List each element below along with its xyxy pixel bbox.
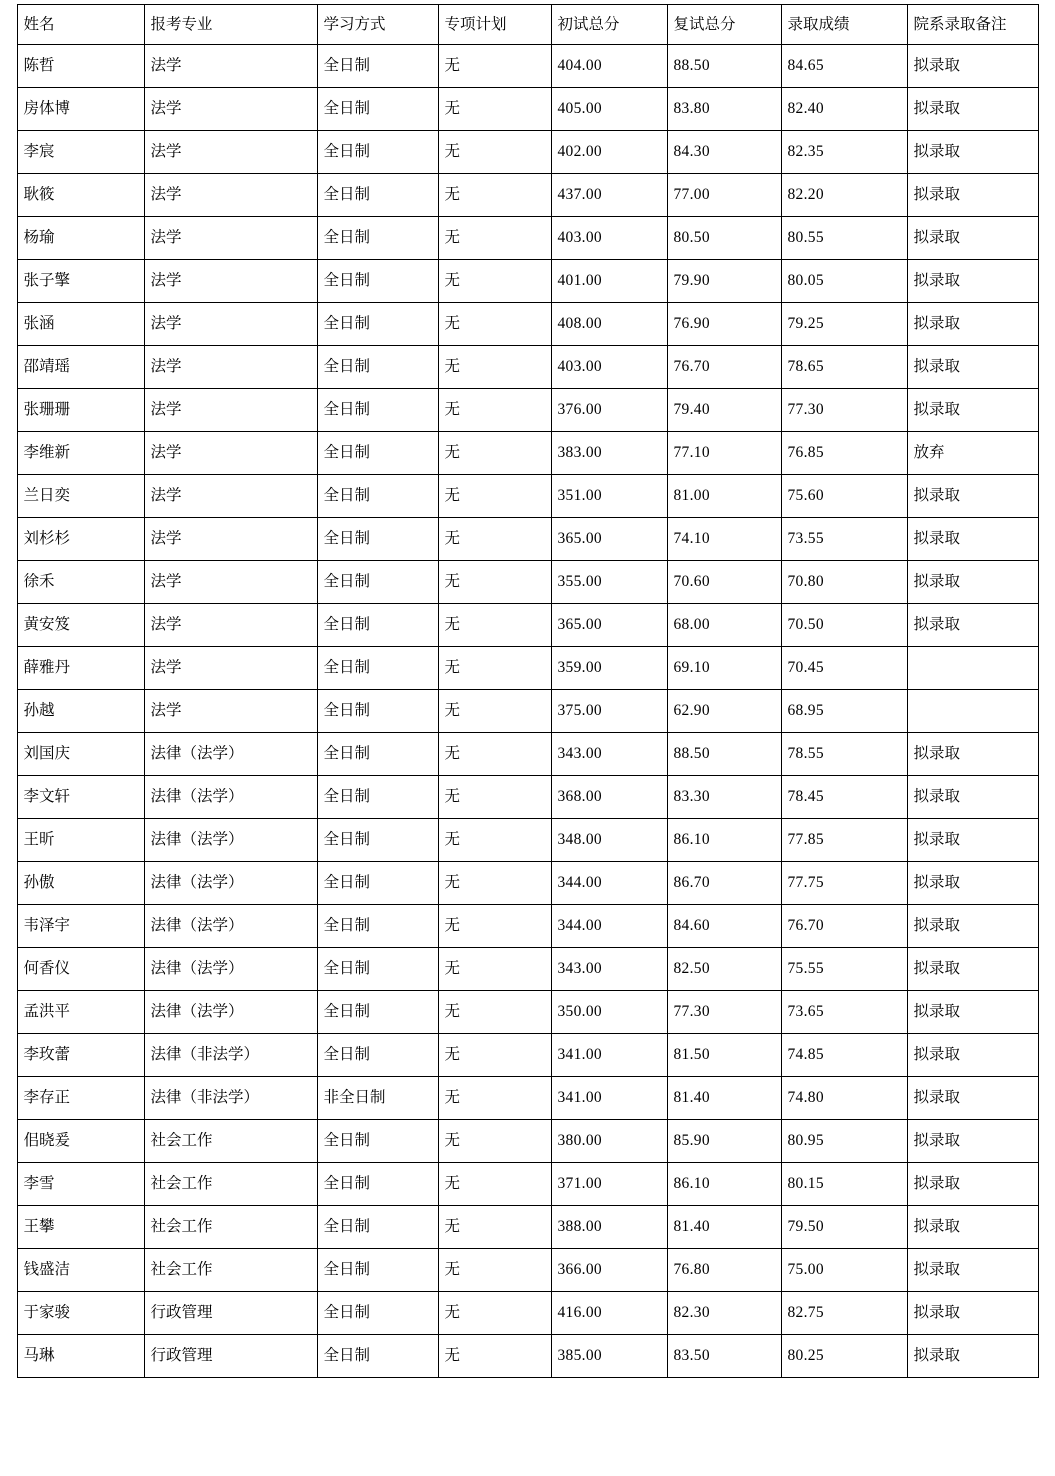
cell-remark: 拟录取 (907, 1335, 1038, 1378)
cell-name: 陈哲 (17, 45, 144, 88)
column-header-first-score: 初试总分 (551, 5, 667, 45)
cell-special-plan: 无 (438, 346, 551, 389)
table-row (17, 561, 1038, 604)
cell-special-plan: 无 (438, 561, 551, 604)
cell-major: 法律（法学） (144, 733, 317, 776)
cell-special-plan: 无 (438, 991, 551, 1034)
cell-final-score: 77.30 (781, 389, 907, 432)
cell-second-score: 74.10 (667, 518, 781, 561)
cell-second-score: 82.30 (667, 1292, 781, 1335)
cell-name: 刘国庆 (17, 733, 144, 776)
cell-remark: 拟录取 (907, 260, 1038, 303)
cell-major: 法学 (144, 45, 317, 88)
cell-second-score: 69.10 (667, 647, 781, 690)
table-row (17, 905, 1038, 948)
cell-remark: 拟录取 (907, 733, 1038, 776)
table-row (17, 174, 1038, 217)
table-row (17, 346, 1038, 389)
cell-study-mode: 全日制 (317, 776, 438, 819)
cell-major: 法学 (144, 260, 317, 303)
cell-name: 马琳 (17, 1335, 144, 1378)
cell-name: 张子擎 (17, 260, 144, 303)
cell-second-score: 77.10 (667, 432, 781, 475)
cell-special-plan: 无 (438, 131, 551, 174)
cell-remark: 拟录取 (907, 561, 1038, 604)
cell-study-mode: 全日制 (317, 948, 438, 991)
cell-final-score: 84.65 (781, 45, 907, 88)
table-row (17, 518, 1038, 561)
cell-first-score: 344.00 (551, 905, 667, 948)
cell-first-score: 375.00 (551, 690, 667, 733)
cell-study-mode: 全日制 (317, 561, 438, 604)
cell-major: 法学 (144, 690, 317, 733)
cell-name: 何香仪 (17, 948, 144, 991)
cell-first-score: 365.00 (551, 518, 667, 561)
cell-final-score: 70.45 (781, 647, 907, 690)
cell-first-score: 408.00 (551, 303, 667, 346)
table-row (17, 432, 1038, 475)
cell-first-score: 366.00 (551, 1249, 667, 1292)
cell-special-plan: 无 (438, 776, 551, 819)
cell-remark: 拟录取 (907, 1077, 1038, 1120)
cell-final-score: 73.55 (781, 518, 907, 561)
cell-first-score: 365.00 (551, 604, 667, 647)
cell-study-mode: 全日制 (317, 1034, 438, 1077)
cell-first-score: 341.00 (551, 1077, 667, 1120)
cell-second-score: 77.30 (667, 991, 781, 1034)
cell-study-mode: 全日制 (317, 518, 438, 561)
cell-final-score: 70.50 (781, 604, 907, 647)
cell-second-score: 76.70 (667, 346, 781, 389)
cell-first-score: 344.00 (551, 862, 667, 905)
cell-remark: 拟录取 (907, 1120, 1038, 1163)
cell-study-mode: 全日制 (317, 604, 438, 647)
cell-major: 法律（法学） (144, 819, 317, 862)
cell-remark: 拟录取 (907, 346, 1038, 389)
cell-special-plan: 无 (438, 518, 551, 561)
cell-special-plan: 无 (438, 733, 551, 776)
cell-first-score: 402.00 (551, 131, 667, 174)
cell-final-score: 75.60 (781, 475, 907, 518)
cell-second-score: 83.30 (667, 776, 781, 819)
cell-special-plan: 无 (438, 604, 551, 647)
cell-final-score: 82.75 (781, 1292, 907, 1335)
cell-second-score: 77.00 (667, 174, 781, 217)
column-header-name: 姓名 (17, 5, 144, 45)
cell-second-score: 84.60 (667, 905, 781, 948)
cell-study-mode: 全日制 (317, 303, 438, 346)
cell-first-score: 343.00 (551, 733, 667, 776)
cell-first-score: 376.00 (551, 389, 667, 432)
cell-special-plan: 无 (438, 217, 551, 260)
table-row (17, 1034, 1038, 1077)
cell-study-mode: 全日制 (317, 217, 438, 260)
table-row (17, 991, 1038, 1034)
cell-final-score: 78.55 (781, 733, 907, 776)
cell-name: 张涵 (17, 303, 144, 346)
cell-remark: 拟录取 (907, 518, 1038, 561)
cell-second-score: 85.90 (667, 1120, 781, 1163)
cell-name: 李宸 (17, 131, 144, 174)
column-header-special-plan: 专项计划 (438, 5, 551, 45)
cell-final-score: 79.25 (781, 303, 907, 346)
cell-study-mode: 全日制 (317, 432, 438, 475)
cell-first-score: 341.00 (551, 1034, 667, 1077)
cell-study-mode: 全日制 (317, 131, 438, 174)
cell-final-score: 74.80 (781, 1077, 907, 1120)
cell-major: 社会工作 (144, 1120, 317, 1163)
cell-remark: 拟录取 (907, 45, 1038, 88)
cell-final-score: 70.80 (781, 561, 907, 604)
cell-remark: 拟录取 (907, 776, 1038, 819)
cell-first-score: 348.00 (551, 819, 667, 862)
cell-name: 李存正 (17, 1077, 144, 1120)
cell-second-score: 79.40 (667, 389, 781, 432)
cell-major: 法律（法学） (144, 948, 317, 991)
cell-special-plan: 无 (438, 862, 551, 905)
cell-first-score: 401.00 (551, 260, 667, 303)
cell-final-score: 68.95 (781, 690, 907, 733)
cell-second-score: 81.50 (667, 1034, 781, 1077)
cell-second-score: 81.00 (667, 475, 781, 518)
cell-major: 法学 (144, 432, 317, 475)
cell-major: 法学 (144, 131, 317, 174)
table-row (17, 260, 1038, 303)
cell-name: 王昕 (17, 819, 144, 862)
cell-final-score: 82.35 (781, 131, 907, 174)
cell-study-mode: 全日制 (317, 819, 438, 862)
table-row (17, 819, 1038, 862)
cell-final-score: 74.85 (781, 1034, 907, 1077)
cell-second-score: 86.10 (667, 1163, 781, 1206)
cell-major: 法学 (144, 389, 317, 432)
cell-major: 法律（非法学） (144, 1034, 317, 1077)
cell-remark: 拟录取 (907, 217, 1038, 260)
table-header (17, 5, 1038, 45)
cell-name: 兰日奕 (17, 475, 144, 518)
cell-name: 孙傲 (17, 862, 144, 905)
cell-second-score: 76.80 (667, 1249, 781, 1292)
cell-name: 黄安笈 (17, 604, 144, 647)
table-row (17, 776, 1038, 819)
cell-second-score: 83.80 (667, 88, 781, 131)
cell-remark: 拟录取 (907, 1206, 1038, 1249)
table-row (17, 948, 1038, 991)
cell-special-plan: 无 (438, 1292, 551, 1335)
cell-name: 耿筱 (17, 174, 144, 217)
cell-second-score: 79.90 (667, 260, 781, 303)
cell-remark: 拟录取 (907, 905, 1038, 948)
table-row (17, 475, 1038, 518)
cell-major: 法律（法学） (144, 905, 317, 948)
cell-second-score: 84.30 (667, 131, 781, 174)
table-row (17, 1335, 1038, 1378)
cell-major: 法学 (144, 88, 317, 131)
cell-study-mode: 全日制 (317, 1120, 438, 1163)
cell-first-score: 371.00 (551, 1163, 667, 1206)
cell-special-plan: 无 (438, 1163, 551, 1206)
cell-special-plan: 无 (438, 948, 551, 991)
cell-special-plan: 无 (438, 1034, 551, 1077)
cell-study-mode: 全日制 (317, 389, 438, 432)
column-header-study-mode: 学习方式 (317, 5, 438, 45)
cell-final-score: 79.50 (781, 1206, 907, 1249)
cell-major: 法学 (144, 475, 317, 518)
cell-second-score: 81.40 (667, 1206, 781, 1249)
cell-second-score: 81.40 (667, 1077, 781, 1120)
cell-name: 李雪 (17, 1163, 144, 1206)
cell-first-score: 403.00 (551, 217, 667, 260)
cell-final-score: 80.15 (781, 1163, 907, 1206)
cell-study-mode: 全日制 (317, 905, 438, 948)
cell-special-plan: 无 (438, 1120, 551, 1163)
cell-major: 法学 (144, 647, 317, 690)
cell-name: 王攀 (17, 1206, 144, 1249)
cell-final-score: 82.20 (781, 174, 907, 217)
cell-second-score: 80.50 (667, 217, 781, 260)
cell-first-score: 343.00 (551, 948, 667, 991)
cell-special-plan: 无 (438, 1077, 551, 1120)
cell-study-mode: 全日制 (317, 647, 438, 690)
cell-remark: 拟录取 (907, 1163, 1038, 1206)
column-header-major: 报考专业 (144, 5, 317, 45)
table-row (17, 647, 1038, 690)
cell-final-score: 73.65 (781, 991, 907, 1034)
cell-name: 李维新 (17, 432, 144, 475)
cell-final-score: 80.05 (781, 260, 907, 303)
cell-special-plan: 无 (438, 88, 551, 131)
cell-major: 社会工作 (144, 1206, 317, 1249)
cell-second-score: 76.90 (667, 303, 781, 346)
cell-second-score: 68.00 (667, 604, 781, 647)
cell-study-mode: 全日制 (317, 475, 438, 518)
table-row (17, 690, 1038, 733)
cell-final-score: 80.25 (781, 1335, 907, 1378)
cell-study-mode: 全日制 (317, 1249, 438, 1292)
table-row (17, 862, 1038, 905)
cell-remark: 拟录取 (907, 389, 1038, 432)
cell-final-score: 78.65 (781, 346, 907, 389)
cell-special-plan: 无 (438, 905, 551, 948)
table-row (17, 303, 1038, 346)
cell-special-plan: 无 (438, 174, 551, 217)
cell-remark: 拟录取 (907, 1249, 1038, 1292)
cell-major: 法学 (144, 217, 317, 260)
table-row (17, 1077, 1038, 1120)
cell-name: 邵靖瑶 (17, 346, 144, 389)
cell-second-score: 86.70 (667, 862, 781, 905)
cell-second-score: 88.50 (667, 733, 781, 776)
cell-remark: 拟录取 (907, 819, 1038, 862)
table-row (17, 389, 1038, 432)
cell-major: 社会工作 (144, 1163, 317, 1206)
cell-special-plan: 无 (438, 819, 551, 862)
cell-study-mode: 全日制 (317, 1206, 438, 1249)
column-header-final-score: 录取成绩 (781, 5, 907, 45)
cell-study-mode: 全日制 (317, 733, 438, 776)
cell-special-plan: 无 (438, 1206, 551, 1249)
cell-remark: 拟录取 (907, 991, 1038, 1034)
cell-remark: 拟录取 (907, 1292, 1038, 1335)
cell-remark: 拟录取 (907, 948, 1038, 991)
cell-major: 法学 (144, 561, 317, 604)
cell-special-plan: 无 (438, 690, 551, 733)
cell-second-score: 83.50 (667, 1335, 781, 1378)
cell-first-score: 355.00 (551, 561, 667, 604)
cell-name: 薛雅丹 (17, 647, 144, 690)
cell-first-score: 351.00 (551, 475, 667, 518)
cell-name: 韦泽宇 (17, 905, 144, 948)
cell-first-score: 405.00 (551, 88, 667, 131)
cell-special-plan: 无 (438, 1335, 551, 1378)
cell-name: 刘杉杉 (17, 518, 144, 561)
cell-major: 法律（非法学） (144, 1077, 317, 1120)
table-row (17, 1120, 1038, 1163)
cell-name: 于家骏 (17, 1292, 144, 1335)
cell-special-plan: 无 (438, 260, 551, 303)
cell-second-score: 88.50 (667, 45, 781, 88)
cell-major: 法学 (144, 346, 317, 389)
cell-first-score: 380.00 (551, 1120, 667, 1163)
cell-study-mode: 全日制 (317, 260, 438, 303)
cell-study-mode: 全日制 (317, 862, 438, 905)
cell-name: 徐禾 (17, 561, 144, 604)
cell-final-score: 80.95 (781, 1120, 907, 1163)
cell-name: 佀晓爰 (17, 1120, 144, 1163)
cell-final-score: 76.85 (781, 432, 907, 475)
column-header-second-score: 复试总分 (667, 5, 781, 45)
cell-study-mode: 全日制 (317, 88, 438, 131)
cell-study-mode: 全日制 (317, 45, 438, 88)
cell-special-plan: 无 (438, 45, 551, 88)
cell-second-score: 86.10 (667, 819, 781, 862)
cell-special-plan: 无 (438, 432, 551, 475)
cell-major: 法律（法学） (144, 862, 317, 905)
cell-study-mode: 全日制 (317, 1292, 438, 1335)
cell-remark: 拟录取 (907, 131, 1038, 174)
table-row (17, 733, 1038, 776)
cell-first-score: 350.00 (551, 991, 667, 1034)
cell-name: 钱盛洁 (17, 1249, 144, 1292)
cell-first-score: 403.00 (551, 346, 667, 389)
cell-second-score: 70.60 (667, 561, 781, 604)
cell-study-mode: 全日制 (317, 991, 438, 1034)
cell-final-score: 77.75 (781, 862, 907, 905)
cell-major: 社会工作 (144, 1249, 317, 1292)
table-row (17, 1249, 1038, 1292)
table-row (17, 1292, 1038, 1335)
cell-major: 法律（法学） (144, 991, 317, 1034)
cell-study-mode: 非全日制 (317, 1077, 438, 1120)
cell-major: 法学 (144, 604, 317, 647)
cell-study-mode: 全日制 (317, 690, 438, 733)
cell-name: 孙越 (17, 690, 144, 733)
cell-special-plan: 无 (438, 1249, 551, 1292)
cell-final-score: 75.55 (781, 948, 907, 991)
cell-first-score: 385.00 (551, 1335, 667, 1378)
table-row (17, 217, 1038, 260)
table-row (17, 131, 1038, 174)
cell-name: 李玫蕾 (17, 1034, 144, 1077)
cell-special-plan: 无 (438, 389, 551, 432)
cell-final-score: 82.40 (781, 88, 907, 131)
cell-first-score: 404.00 (551, 45, 667, 88)
cell-major: 行政管理 (144, 1292, 317, 1335)
cell-study-mode: 全日制 (317, 1335, 438, 1378)
cell-remark: 拟录取 (907, 1034, 1038, 1077)
cell-major: 法学 (144, 174, 317, 217)
cell-name: 孟洪平 (17, 991, 144, 1034)
cell-special-plan: 无 (438, 475, 551, 518)
cell-final-score: 78.45 (781, 776, 907, 819)
cell-first-score: 437.00 (551, 174, 667, 217)
table-row (17, 604, 1038, 647)
cell-special-plan: 无 (438, 647, 551, 690)
column-header-remark: 院系录取备注 (907, 5, 1038, 45)
admission-results-table (17, 4, 1039, 1378)
cell-name: 杨瑜 (17, 217, 144, 260)
cell-remark: 放弃 (907, 432, 1038, 475)
cell-first-score: 368.00 (551, 776, 667, 819)
table-header-row (17, 5, 1038, 45)
table-row (17, 1163, 1038, 1206)
cell-final-score: 75.00 (781, 1249, 907, 1292)
cell-study-mode: 全日制 (317, 346, 438, 389)
cell-study-mode: 全日制 (317, 1163, 438, 1206)
cell-special-plan: 无 (438, 303, 551, 346)
table-body (17, 45, 1038, 1378)
cell-second-score: 62.90 (667, 690, 781, 733)
cell-remark: 拟录取 (907, 174, 1038, 217)
cell-final-score: 80.55 (781, 217, 907, 260)
cell-remark: 拟录取 (907, 862, 1038, 905)
cell-final-score: 77.85 (781, 819, 907, 862)
cell-study-mode: 全日制 (317, 174, 438, 217)
table-row (17, 88, 1038, 131)
cell-name: 房体博 (17, 88, 144, 131)
cell-major: 行政管理 (144, 1335, 317, 1378)
cell-final-score: 76.70 (781, 905, 907, 948)
cell-first-score: 388.00 (551, 1206, 667, 1249)
cell-remark (907, 690, 1038, 733)
cell-first-score: 359.00 (551, 647, 667, 690)
cell-remark: 拟录取 (907, 303, 1038, 346)
cell-major: 法学 (144, 303, 317, 346)
table-row (17, 45, 1038, 88)
cell-major: 法律（法学） (144, 776, 317, 819)
cell-first-score: 416.00 (551, 1292, 667, 1335)
cell-remark: 拟录取 (907, 475, 1038, 518)
cell-major: 法学 (144, 518, 317, 561)
cell-first-score: 383.00 (551, 432, 667, 475)
cell-name: 张珊珊 (17, 389, 144, 432)
cell-remark (907, 647, 1038, 690)
cell-remark: 拟录取 (907, 604, 1038, 647)
table-row (17, 1206, 1038, 1249)
cell-name: 李文轩 (17, 776, 144, 819)
cell-second-score: 82.50 (667, 948, 781, 991)
cell-remark: 拟录取 (907, 88, 1038, 131)
